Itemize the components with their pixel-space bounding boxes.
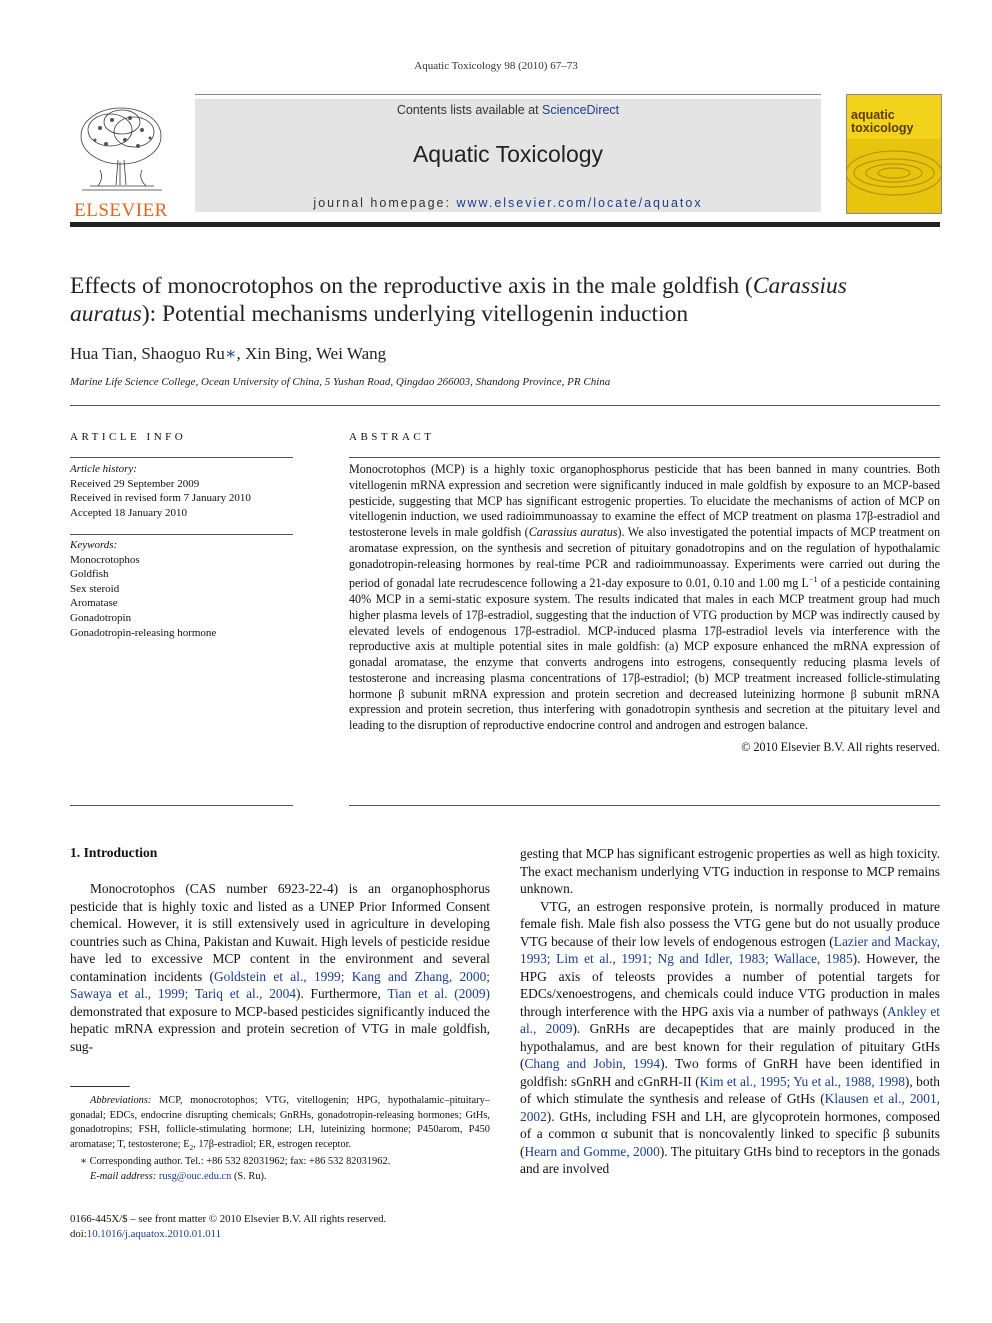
ref-klausen[interactable]: Klausen et al., 2001, 2002	[520, 1091, 940, 1124]
keyword-item: Gonadotropin	[70, 611, 132, 624]
copyright: © 2010 Elsevier B.V. All rights reserved.	[741, 739, 940, 754]
homepage-prefix: journal homepage:	[313, 196, 457, 210]
abstract-rule-bottom	[349, 805, 940, 806]
intro-p2-part-f: ). GtHs, including FSH and LH, are glycoprotein hormones, composed of a common α subunit that is noncovalently linked to specific β subunits (	[520, 1108, 940, 1159]
affiliation: Marine Life Science College, Ocean University of China, 5 Yushan Road, Qingdao 266003, Shandong Province, PR China	[70, 376, 611, 388]
info-rule-2	[70, 534, 293, 535]
article-history	[70, 462, 293, 520]
abstract-body	[349, 462, 940, 756]
ref-ankley-2009[interactable]: Ankley et al., 2009	[520, 1003, 941, 1036]
doi-line	[70, 1227, 386, 1242]
masthead-top-rule	[195, 94, 821, 95]
email-label: E-mail address:	[90, 1171, 157, 1183]
keyword-item: Aromatase	[70, 597, 118, 610]
history-item: Received in revised form 7 January 2010	[70, 492, 251, 505]
intro-p1-part-a: Monocrotophos (CAS number 6923-22-4) is an organophosphorus pesticide that is highly toxic and listed as a UNEP Prior Informed Consent chemical. However, it is still extensively used in agriculture in developing countries such as China, Pakistan and Kuwait. High levels of pesticide residue have led to excessive MCP content in the environment and several contamination incidents (	[70, 881, 490, 984]
ref-hearn-gomme[interactable]: Hearn and Gomme, 2000	[524, 1143, 660, 1159]
title-part-1: Effects of monocrotophos on the reproductive axis in the male goldfish (	[70, 273, 753, 299]
journal-title: Aquatic Toxicology	[412, 141, 604, 167]
doi-link[interactable]: 10.1016/j.aquatox.2010.01.011	[86, 1228, 222, 1240]
info-rule-bottom	[70, 805, 293, 806]
footnote-rule	[70, 1086, 130, 1087]
cover-water-image	[847, 139, 941, 213]
masthead	[195, 99, 821, 212]
ref-tian-2009[interactable]: Tian et al. (2009)	[387, 986, 490, 1001]
abbreviations-text: MCP, monocrotophos; VTG, vitellogenin; HPG, hypothalamic–pituitary–gonadal; EDCs, endocrine disrupting chemicals; GnRHs, gonadotropin-releasing hormones; GtHs, gonadotropins; FSH, follicle-stimulating hormone; LH, luteinizing hormone; P450arom, P450 aromatase; T, testosterone; E	[70, 1095, 490, 1150]
abstract-unit-exponent: −1	[808, 575, 818, 585]
doi-prefix: doi:	[70, 1228, 87, 1240]
history-item: Accepted 18 January 2010	[70, 506, 187, 519]
title-italic-species: auratus	[70, 301, 142, 327]
cover-title	[851, 109, 914, 135]
elsevier-logo	[70, 100, 172, 221]
abstract-species: Carassius auratus	[528, 525, 618, 539]
ref-chang-jobin[interactable]: Chang and Jobin, 1994	[524, 1056, 661, 1071]
abstract-part-2: ). We also investigated the potential impacts of MCP treatment on aromatase expression, on the synthesis and secretion of pituitary gonadotropins and on the regulation of hypothalamic gonadotropin-releasing hormones by real-time PCR and radioimmunoassay. Experiments were carried out during the period of gonadal late recrudescence following a 21-day exposure to 0.01, 0.10 and 1.00 mg L	[349, 525, 940, 591]
publisher-name: ELSEVIER	[74, 200, 168, 221]
corresponding-text: Corresponding author. Tel.: +86 532 82031962; fax: +86 532 82031962.	[89, 1156, 391, 1168]
abstract-part-1: Monocrotophos (MCP) is a highly toxic organophosphorus pesticide that has been banned in many countries. Both vitellogenin mRNA expression and secretion were significantly induced in male goldfish by exposure to an MCP-based pesticide, suggesting that MCP has significant estrogenic properties. To elucidate the mechanisms of action of MCP on vitellogenin induction, we used radioimmunoassay to examine the effect of MCP treatment on plasma 17β-estradiol and testosterone levels in male goldfish (	[349, 462, 940, 539]
keyword-item: Gonadotropin-releasing hormone	[70, 626, 217, 639]
corresponding-mark: ∗	[80, 1156, 88, 1168]
keyword-item: Sex steroid	[70, 582, 120, 595]
intro-paragraph-1	[70, 880, 490, 1055]
journal-citation: Aquatic Toxicology 98 (2010) 67–73	[414, 60, 578, 72]
email-footnote	[70, 1170, 490, 1185]
authors-part-2: , Xin Bing, Wei Wang	[236, 344, 387, 363]
abstract-part-3: of a pesticide containing 40% MCP in a semi-static exposure system. The results indicated that males in each MCP treatment group had much higher plasma levels of 17β-estradiol, suggesting that the induction of VTG production by MCP was indirectly caused by elevated levels of endogenous 17β-estradiol. MCP-induced plasma 17β-estradiol levels via interference with the reproductive axis at multiple potential sites in male goldfish: (a) MCP exposure enhanced the mRNA expression of gonadal aromatase, the enzyme that converts androgens into estrogens, consequently reducing plasma levels of testosterone and increasing plasma concentrations of 17β-estradiol; (b) MCP treatment increased follicle-stimulating hormone β subunit mRNA expression and protein secretion and decreased luteinizing hormone β subunit mRNA expression and protein secretion, thus interfering with gonadotropin synthesis and secretion at the pituitary level and leading to the disruption of reproductive endocrine control and androgen and estrogen balance.	[349, 576, 940, 733]
abstract-text	[349, 462, 940, 734]
intro-p1-part-b: ). Furthermore,	[295, 986, 388, 1001]
ref-kim-yu[interactable]: Kim et al., 1995; Yu et al., 1988, 1998	[699, 1073, 905, 1089]
intro-p2-part-a: VTG, an estrogen responsive protein, is normally produced in mature female fish. Male fish also possess the VTG gene but do not usually produce VTG because of their low levels of endogenous estrogen (	[520, 898, 940, 949]
keywords	[70, 538, 293, 640]
intro-p2-part-b: ). However, the HPG axis of teleosts provides a number of potential targets for EDCs/xenoestrogens, and chemicals could induce VTG production in males through interference with the HPG axis via a number of pathways (	[520, 951, 940, 1019]
cover-title-line-1: aquatic	[851, 108, 895, 122]
ref-goldstein-et-al[interactable]: Goldstein et al., 1999; Kang and Zhang, 2000; Sawaya et al., 1999; Tariq et al., 2004	[70, 968, 490, 1001]
intro-heading: 1. Introduction	[70, 845, 158, 860]
email-suffix: (S. Ru).	[231, 1171, 267, 1183]
history-list	[70, 477, 293, 521]
intro-right-column	[520, 845, 940, 1178]
intro-p2-part-c: ). GnRHs are decapeptides that are mainly produced in the hypothalamus, and are best known for their regulation of pituitary GtHs (	[520, 1021, 940, 1071]
abbreviations-subscript: 2	[189, 1143, 194, 1152]
abstract-heading: ABSTRACT	[349, 431, 435, 443]
keyword-item: Monocrotophos	[70, 553, 140, 566]
elsevier-tree-icon	[70, 100, 172, 195]
title-part-2: ): Potential mechanisms underlying vitellogenin induction	[141, 301, 689, 327]
ref-lazier-mackay[interactable]: Lazier and Mackay, 1993; Lim et al., 1991; Ng and Idler, 1983; Wallace, 1985	[520, 933, 941, 966]
keyword-item: Goldfish	[70, 568, 109, 581]
intro-paragraph-continued: gesting that MCP has significant estrogenic properties as well as high toxicity. The exact mechanism underlying VTG induction in response to MCP remains unknown.	[520, 846, 940, 896]
abbreviations-end: , 17β-estradiol; ER, estrogen receptor.	[193, 1138, 352, 1150]
cover-title-line-2: toxicology	[851, 121, 914, 135]
front-matter	[70, 1212, 386, 1242]
issn-line: 0166-445X/$ – see front matter © 2010 Elsevier B.V. All rights reserved.	[70, 1213, 387, 1225]
intro-p2-part-e: ), both of which stimulate the synthesis and release of GtHs (	[520, 1073, 940, 1106]
info-rule-1	[70, 457, 293, 458]
homepage-line	[195, 196, 821, 210]
article-info-heading: ARTICLE INFO	[70, 431, 187, 443]
intro-left-column	[70, 880, 490, 1055]
abstract-rule-top	[349, 457, 940, 458]
header-thick-rule	[70, 222, 940, 227]
corresponding-footnote	[70, 1155, 490, 1170]
footnotes	[70, 1094, 490, 1185]
contents-prefix: Contents lists available at	[396, 103, 543, 117]
keywords-label: Keywords:	[70, 539, 118, 551]
article-title	[70, 272, 950, 328]
intro-paragraph-2	[520, 898, 940, 1178]
history-label: Article history:	[70, 463, 137, 475]
keywords-list	[70, 553, 293, 641]
intro-p1-part-c: demonstrated that exposure to MCP-based pesticides significantly induced the hepatic mRNA expression and protein secretion of VTG in male goldfish, sug-	[70, 1003, 490, 1054]
email-link[interactable]: rusg@ouc.edu.cn	[158, 1171, 232, 1183]
intro-p2-part-g: ). The pituitary GtHs bind to receptors in the gonads and are involved	[520, 1143, 940, 1176]
affiliation-rule	[70, 405, 940, 406]
authors-part-1: Hua Tian, Shaoguo Ru	[70, 344, 225, 363]
authors	[70, 344, 386, 364]
corresponding-author-mark[interactable]: ∗	[224, 344, 237, 363]
abbreviations-footnote	[70, 1094, 490, 1155]
homepage-link[interactable]: www.elsevier.com/locate/aquatox	[456, 196, 703, 210]
title-italic-genus: Carassius	[752, 273, 847, 299]
abbreviations-label: Abbreviations:	[90, 1095, 152, 1106]
history-item: Received 29 September 2009	[70, 477, 200, 490]
sciencedirect-link[interactable]: ScienceDirect	[542, 103, 620, 117]
intro-p2-part-d: ). Two forms of GnRH have been identified in goldfish: sGnRH and cGnRH-II (	[520, 1056, 940, 1089]
contents-line	[195, 103, 821, 117]
journal-cover	[846, 94, 942, 214]
